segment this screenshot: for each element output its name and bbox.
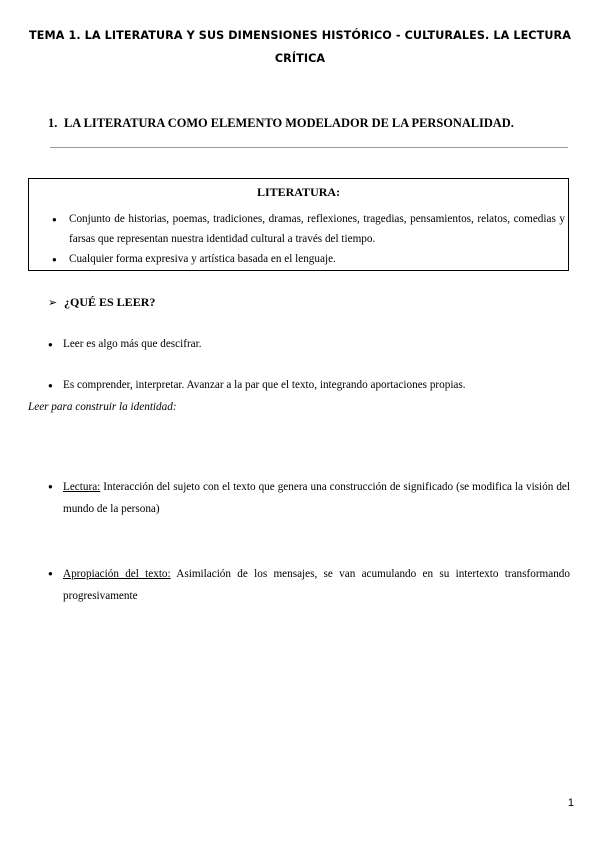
page-number: 1 [567, 797, 574, 809]
list-item-text [48, 476, 570, 520]
bullet-icon: ● [48, 569, 53, 578]
list-item-text: Cualquier forma expresiva y artística basada en el lenguaje. [69, 253, 336, 265]
list-item-text [48, 563, 570, 607]
arrow-bullet-icon: ➢ [48, 296, 58, 309]
list-item-text: Conjunto de historias, poemas, tradiciones, dramas, reflexiones, tragedias, pensamientos, relatos, comedias y farsas que representan nuestra identidad cultural a través del tiempo. [69, 213, 565, 245]
identidad-intro: Leer para construir la identidad: [28, 401, 177, 413]
list-item [53, 250, 565, 268]
list-item [48, 376, 568, 394]
box-title: LITERATURA: [256, 185, 341, 199]
term-definition: Asimilación de los mensajes, se van acumulando en su intertexto transformando progresivamente [63, 568, 570, 602]
section-number: 1. [48, 116, 58, 130]
document-title: TEMA 1. LA LITERATURA Y SUS DIMENSIONES HISTÓRICO - CULTURALES. LA LECTURA CRÍTICA [28, 29, 572, 65]
list-item [48, 563, 570, 607]
sub-heading-text: ¿QUÉ ES LEER? [64, 295, 156, 309]
term-apropiacion: Apropiación del texto: [63, 568, 171, 580]
term-lectura: Lectura: [63, 481, 101, 493]
section-heading [48, 116, 568, 131]
bullet-icon: ● [48, 381, 53, 390]
list-item-text: Es comprender, interpretar. Avanzar a la par que el texto, integrando aportaciones propias. [63, 379, 466, 391]
bullet-icon: ● [52, 215, 57, 224]
section-heading-text: LA LITERATURA COMO ELEMENTO MODELADOR DE LA PERSONALIDAD. [64, 116, 514, 130]
term-definition: Interacción del sujeto con el texto que genera una construcción de significado (se modifica la visión del mundo de la persona) [63, 481, 570, 515]
list-item [53, 209, 565, 249]
list-item-text: Leer es algo más que descifrar. [63, 338, 202, 350]
bullet-icon: ● [48, 482, 53, 491]
que-es-leer-heading [48, 295, 155, 310]
bullet-icon: ● [52, 255, 57, 264]
horizontal-divider [50, 147, 568, 148]
bullet-icon: ● [48, 340, 53, 349]
list-item [48, 335, 568, 353]
list-item [48, 476, 570, 520]
literatura-definition-box [28, 178, 569, 271]
